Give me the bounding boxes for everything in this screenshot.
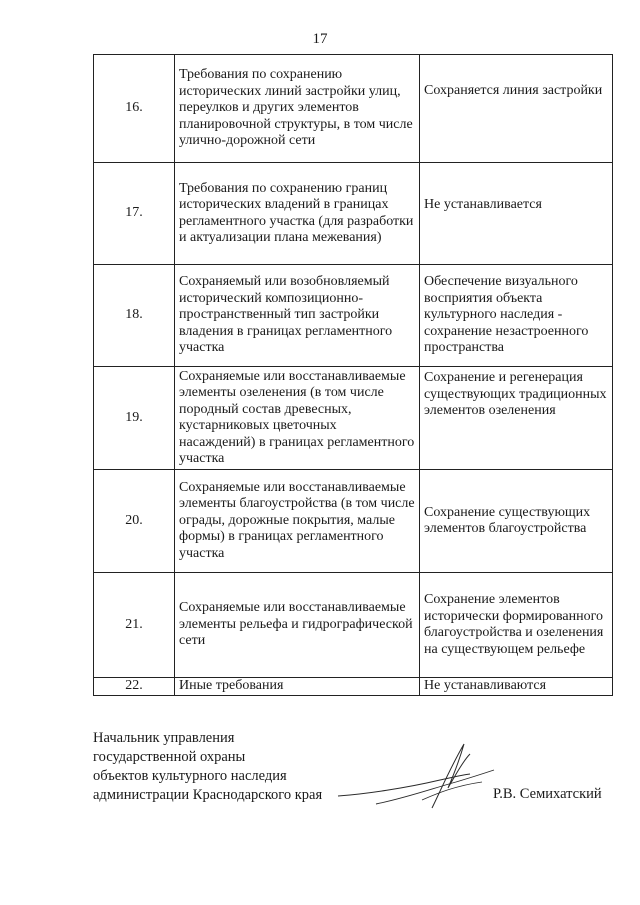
signer-title-line: администрации Краснодарского края xyxy=(93,787,323,803)
table-row xyxy=(94,678,613,696)
table-row xyxy=(94,55,613,163)
requirement-value: Сохраняется линия застройки xyxy=(420,55,613,163)
handwritten-signature xyxy=(336,738,496,810)
signature-block xyxy=(93,729,322,805)
row-number: 20. xyxy=(94,470,175,573)
table-row xyxy=(94,265,613,367)
requirement-value: Сохранение и регенерация существующих традиционных элементов озеленения xyxy=(420,367,613,470)
requirement-text: Сохраняемые или восстанавливаемые элементы озеленения (в том числе породный состав древесных, кустарниковых цветочных насаждений) в границах регламентного участка xyxy=(175,367,420,470)
table-row xyxy=(94,573,613,678)
requirement-value: Сохранение элементов исторически формированного благоустройства и озеленения на существующем рельефе xyxy=(420,573,613,678)
signer-name: Р.В. Семихатский xyxy=(493,786,602,802)
table-row xyxy=(94,367,613,470)
row-number: 17. xyxy=(94,163,175,265)
requirement-text: Сохраняемый или возобновляемый исторический композиционно-пространственный тип застройки владения в границах регламентного участка xyxy=(175,265,420,367)
row-number: 19. xyxy=(94,367,175,470)
row-number: 21. xyxy=(94,573,175,678)
requirements-table xyxy=(93,54,613,696)
requirement-text: Требования по сохранению границ исторических владений в границах регламентного участка (для разработки и актуализации плана межевания) xyxy=(175,163,420,265)
row-number: 16. xyxy=(94,55,175,163)
requirement-value: Не устанавливаются xyxy=(420,678,613,696)
requirement-text: Требования по сохранению исторических линий застройки улиц, переулков и других элементов планировочной структуры, в том числе улично-дорожной сети xyxy=(175,55,420,163)
table-row xyxy=(94,163,613,265)
requirement-value: Не устанавливается xyxy=(420,163,613,265)
row-number: 22. xyxy=(94,678,175,696)
page-number: 17 xyxy=(312,31,328,47)
signer-title-line: государственной охраны xyxy=(93,749,246,765)
table-row xyxy=(94,470,613,573)
requirement-text: Сохраняемые или восстанавливаемые элементы благоустройства (в том числе ограды, дорожные покрытия, малые формы) в границах регламентного участка xyxy=(175,470,420,573)
row-number: 18. xyxy=(94,265,175,367)
signer-title-line: объектов культурного наследия xyxy=(93,768,287,784)
requirement-value: Сохранение существующих элементов благоустройства xyxy=(420,470,613,573)
requirement-text: Иные требования xyxy=(175,678,420,696)
requirement-text: Сохраняемые или восстанавливаемые элементы рельефа и гидрографической сети xyxy=(175,573,420,678)
signer-title-line: Начальник управления xyxy=(93,730,235,746)
requirement-value: Обеспечение визуального восприятия объекта культурного наследия - сохранение незастроенного пространства xyxy=(420,265,613,367)
